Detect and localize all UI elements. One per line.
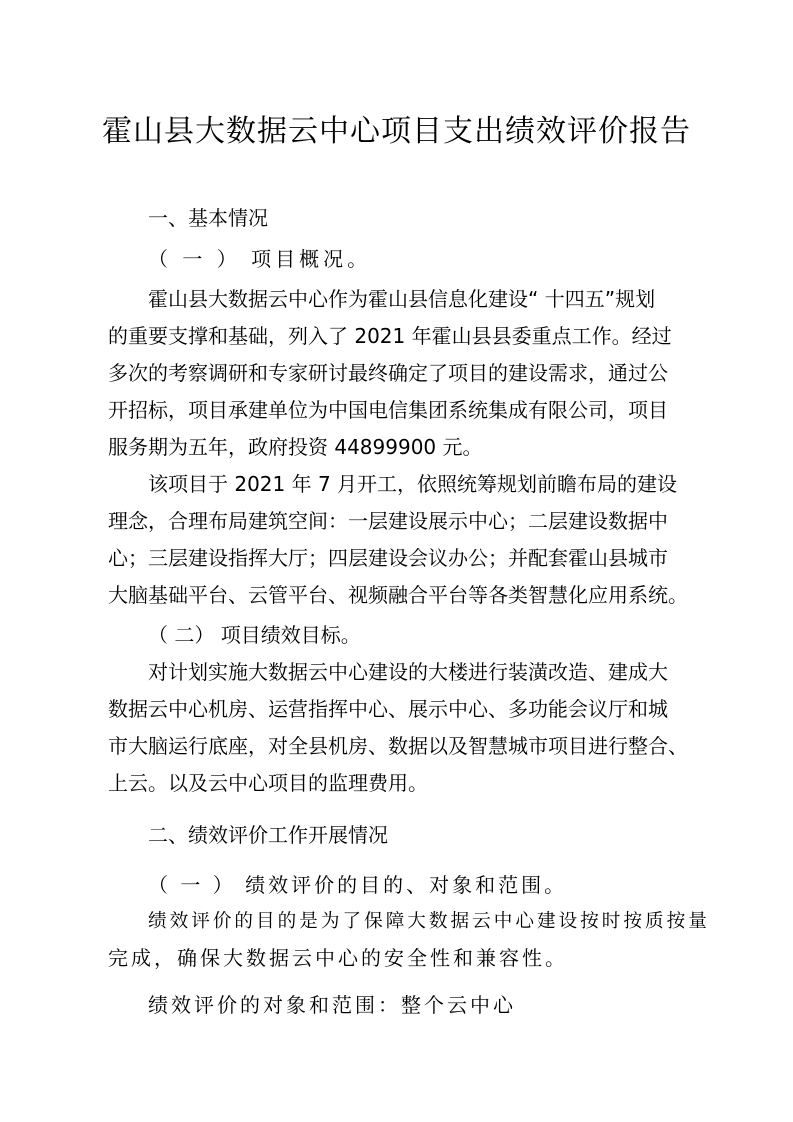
paragraph-line: 完成，确保大数据云中心的安全性和兼容性。: [108, 946, 568, 970]
paragraph-line: 市大脑运行底座，对全县机房、数据以及智慧城市项目进行整合、: [108, 734, 688, 758]
subsection-heading-project-overview: （ 一 ） 项目概况。: [148, 247, 372, 271]
paragraph-line: 心；三层建设指挥大厅；四层建设会议办公；并配套霍山县城市: [108, 546, 668, 570]
paragraph-line: 服务期为五年，政府投资 44899900 元。: [108, 435, 483, 459]
paragraph-line: 绩效评价的目的是为了保障大数据云中心建设按时按质按量: [148, 911, 710, 932]
paragraph-line: 理念，合理布局建筑空间：一层建设展示中心；二层建设数据中: [108, 509, 668, 533]
section-heading-evaluation-work: 二、绩效评价工作开展情况: [148, 823, 388, 847]
paragraph-line: 上云。以及云中心项目的监理费用。: [108, 771, 428, 795]
paragraph-line: 霍山县大数据云中心作为霍山县信息化建设“ 十四五”规划: [148, 287, 656, 311]
subsection-heading-performance-goals: （ 二） 项目绩效目标。: [148, 623, 361, 647]
document-title: 霍山县大数据云中心项目支出绩效评价报告: [102, 114, 691, 149]
paragraph-line: 开招标，项目承建单位为中国电信集团系统集成有限公司，项目: [108, 398, 668, 422]
paragraph-line: 数据云中心机房、运营指挥中心、展示中心、多功能会议厅和城: [108, 697, 668, 721]
paragraph-line: 大脑基础平台、云管平台、视频融合平台等各类智慧化应用系统。: [108, 583, 688, 607]
paragraph-line: 该项目于 2021 年 7 月开工，依照统筹规划前瞻布局的建设: [148, 472, 678, 496]
paragraph-line: 对计划实施大数据云中心建设的大楼进行装潢改造、建成大: [148, 660, 668, 684]
subsection-heading-evaluation-purpose: （ 一 ） 绩效评价的目的、对象和范围。: [148, 873, 568, 897]
paragraph-line: 绩效评价的对象和范围：整个云中心: [148, 993, 516, 1017]
paragraph-line: 的重要支撑和基础，列入了 2021 年霍山县县委重点工作。经过: [108, 324, 672, 348]
paragraph-line: 多次的考察调研和专家研讨最终确定了项目的建设需求，通过公: [108, 361, 668, 385]
section-heading-basic-info: 一、基本情况: [148, 206, 268, 230]
